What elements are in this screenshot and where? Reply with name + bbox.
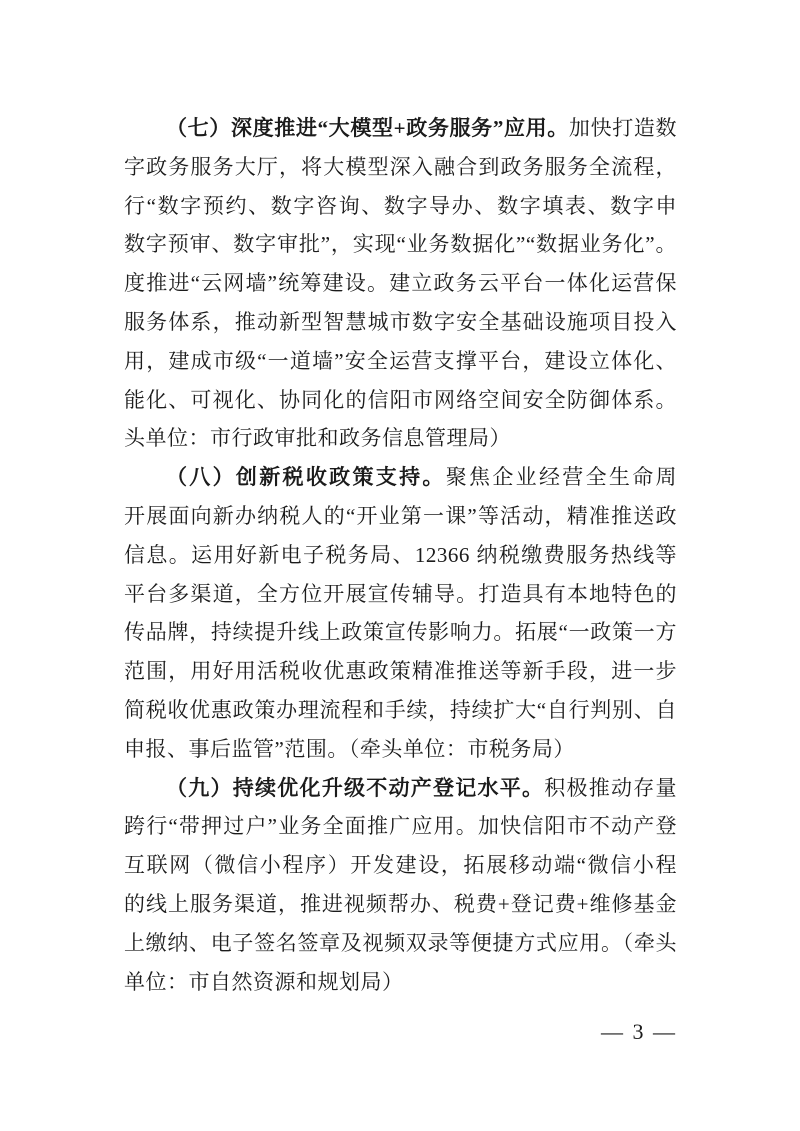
line-text: 头单位：市行政审批和政务信息管理局） <box>124 426 511 451</box>
line-text: 度推进“云网墙”统筹建设。建立政务云平台一体化运营保 <box>124 271 677 296</box>
text-line <box>124 303 677 342</box>
text-line <box>124 187 677 226</box>
text-line <box>124 652 677 691</box>
text-line <box>124 148 677 187</box>
line-text: 服务体系，推动新型智慧城市数字安全基础设施项目投入 <box>124 309 677 334</box>
line-text: 平台多渠道，全方位开展宣传辅导。打造具有本地特色的 <box>124 581 677 606</box>
text-line <box>124 497 677 536</box>
text-line <box>124 458 677 497</box>
text-line <box>124 381 677 420</box>
section-heading: （九）持续优化升级不动产登记水平。 <box>166 775 545 800</box>
line-text: 能化、可视化、协同化的信阳市网络空间安全防御体系。 <box>124 387 677 412</box>
line-text: 范围，用好用活税收优惠政策精准推送等新手段，进一步 <box>124 659 677 684</box>
text-line <box>124 924 677 963</box>
line-text: 单位：市自然资源和规划局） <box>124 969 404 994</box>
line-text: 信息。运用好新电子税务局、12366 纳税缴费服务热线等 <box>124 542 677 567</box>
text-line <box>124 730 677 769</box>
text-line <box>124 807 677 846</box>
text-line <box>124 691 677 730</box>
text-line <box>124 342 677 381</box>
line-text: 申报、事后监管”范围。（牵头单位：市税务局） <box>124 736 575 761</box>
line-text: 传品牌，持续提升线上政策宣传影响力。拓展“一政策一方 <box>124 620 677 645</box>
text-line <box>124 264 677 303</box>
paragraph-section-9 <box>124 769 677 1002</box>
text-line <box>124 109 677 148</box>
text-line <box>124 963 677 1002</box>
text-body <box>124 109 677 1001</box>
section-heading: （八）创新税收政策支持。 <box>166 465 446 490</box>
paragraph-section-8 <box>124 458 677 768</box>
line-text: 上缴纳、电子签名签章及视频双录等便捷方式应用。（牵头 <box>124 930 677 955</box>
line-text: 简税收优惠政策办理流程和手续，持续扩大“自行判别、自 <box>124 697 677 722</box>
text-line <box>124 846 677 885</box>
line-text: 积极推动存量 <box>544 775 677 800</box>
text-line <box>124 225 677 264</box>
text-line <box>124 536 677 575</box>
text-line <box>124 769 677 808</box>
line-text: 的线上服务渠道，推进视频帮办、税费+登记费+维修基金 <box>124 891 677 916</box>
line-text: 用，建成市级“一道墙”安全运营支撑平台，建设立体化、 <box>124 348 677 373</box>
line-text: 加快打造数 <box>568 116 677 140</box>
text-line <box>124 885 677 924</box>
page-number: — 3 — <box>601 1019 677 1044</box>
section-heading: （七）深度推进“大模型+政务服务”应用。 <box>166 116 569 140</box>
line-text: 行“数字预约、数字咨询、数字导办、数字填表、数字申 <box>124 193 677 218</box>
text-line <box>124 419 677 458</box>
line-text: 开展面向新办纳税人的“开业第一课”等活动，精准推送政 <box>124 503 677 528</box>
line-text: 聚焦企业经营全生命周 <box>445 465 677 490</box>
line-text: 互联网（微信小程序）开发建设，拓展移动端“微信小程 <box>124 853 677 878</box>
line-text: 跨行“带押过户”业务全面推广应用。加快信阳市不动产登 <box>124 814 677 839</box>
line-text: 字政务服务大厅，将大模型深入融合到政务服务全流程， <box>124 154 677 179</box>
text-line <box>124 613 677 652</box>
line-text: 数字预审、数字审批”，实现“业务数据化”“数据业务化”。 <box>124 232 677 257</box>
text-line <box>124 575 677 614</box>
paragraph-section-7 <box>124 109 677 458</box>
